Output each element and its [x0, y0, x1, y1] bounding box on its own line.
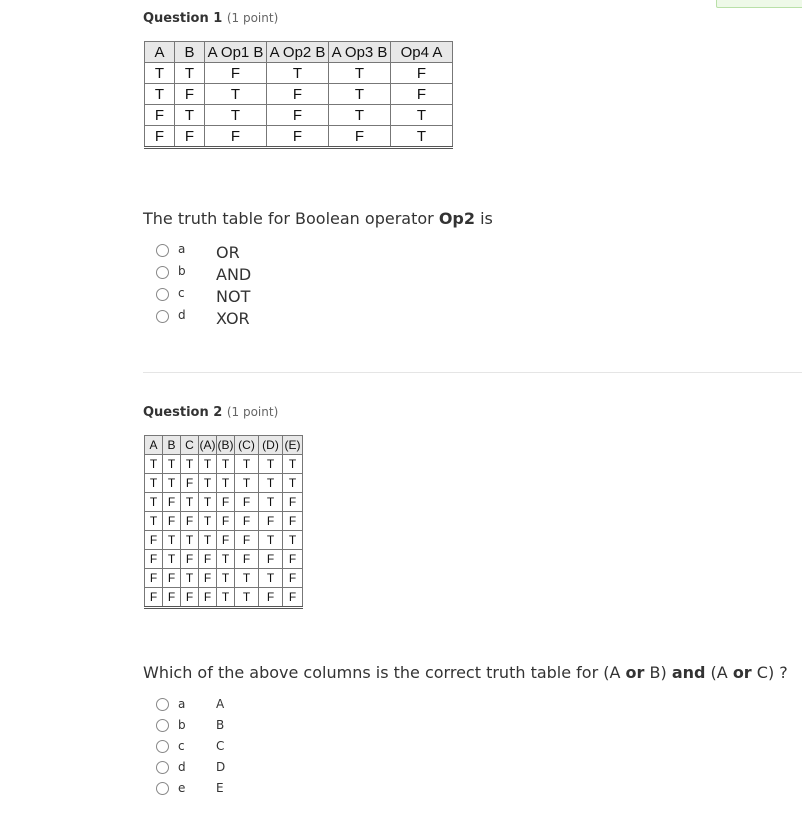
option-letter: a	[178, 697, 186, 711]
option-letter: d	[178, 760, 186, 774]
table-cell: T	[259, 531, 283, 550]
question-2-points: (1 point)	[226, 405, 279, 419]
table-cell: T	[259, 455, 283, 474]
table-cell: F	[259, 550, 283, 569]
table-header-cell: (C)	[235, 436, 259, 455]
table-cell: F	[181, 550, 199, 569]
table-cell: T	[145, 493, 163, 512]
table-row	[145, 84, 453, 105]
table-header-cell: C	[181, 436, 199, 455]
table-header-cell: A Op3 B	[329, 42, 391, 63]
table-row	[145, 63, 453, 84]
question-1-label: Question 1	[143, 11, 223, 26]
table-cell: F	[163, 493, 181, 512]
option-text: A	[216, 697, 225, 711]
table-header-cell: A Op2 B	[267, 42, 329, 63]
table-cell: T	[217, 588, 235, 608]
table-cell: T	[199, 531, 217, 550]
table-cell: F	[235, 493, 259, 512]
option-text: B	[216, 718, 225, 732]
table-header-row	[145, 436, 303, 455]
question-1-points: (1 point)	[226, 11, 279, 25]
table-cell: T	[217, 569, 235, 588]
radio-button[interactable]	[156, 740, 169, 753]
table-cell: T	[181, 569, 199, 588]
table-cell: F	[199, 569, 217, 588]
table-row	[145, 455, 303, 474]
table-cell: F	[235, 512, 259, 531]
table-row	[145, 588, 303, 608]
table-header-cell: A	[145, 42, 175, 63]
radio-button[interactable]	[156, 288, 169, 301]
table-cell: F	[181, 512, 199, 531]
question-2-truth-table	[144, 435, 303, 609]
table-cell: F	[163, 512, 181, 531]
table-cell: F	[217, 512, 235, 531]
table-cell: T	[145, 474, 163, 493]
table-cell: T	[259, 569, 283, 588]
question-2-option-e[interactable]	[156, 778, 224, 798]
prompt-text: is	[475, 209, 493, 228]
table-cell: T	[181, 455, 199, 474]
table-header-cell: (D)	[259, 436, 283, 455]
table-cell: T	[205, 105, 267, 126]
table-cell: F	[145, 126, 175, 148]
table-cell: T	[235, 569, 259, 588]
question-2-title	[143, 405, 278, 420]
option-text: C	[216, 739, 225, 753]
prompt-bold-text: or	[625, 663, 645, 682]
question-2-label: Question 2	[143, 405, 223, 420]
table-cell: T	[391, 105, 453, 126]
table-cell: F	[205, 126, 267, 148]
option-text: AND	[216, 265, 252, 284]
prompt-text: Which of the above columns is the correct truth table for (A	[143, 663, 626, 682]
question-1-prompt	[143, 209, 493, 228]
table-cell: T	[217, 550, 235, 569]
table-cell: T	[199, 474, 217, 493]
radio-button[interactable]	[156, 782, 169, 795]
table-cell: F	[181, 588, 199, 608]
table-row	[145, 550, 303, 569]
radio-button[interactable]	[156, 266, 169, 279]
table-cell: F	[145, 105, 175, 126]
table-cell: F	[267, 84, 329, 105]
table-cell: T	[181, 531, 199, 550]
question-1-title	[143, 11, 278, 26]
table-header-cell: (A)	[199, 436, 217, 455]
prompt-text: C) ?	[751, 663, 788, 682]
table-header-cell: A	[145, 436, 163, 455]
option-letter: b	[178, 264, 186, 278]
question-2-option-d[interactable]	[156, 757, 226, 777]
table-cell: F	[175, 126, 205, 148]
radio-button[interactable]	[156, 244, 169, 257]
table-cell: F	[391, 84, 453, 105]
option-letter: a	[178, 242, 186, 256]
table-row	[145, 474, 303, 493]
table-cell: T	[175, 105, 205, 126]
table-cell: F	[175, 84, 205, 105]
option-text: XOR	[216, 309, 250, 328]
prompt-text: The truth table for Boolean operator	[143, 209, 439, 228]
prompt-bold-text: Op2	[438, 209, 475, 228]
option-letter: c	[178, 739, 185, 753]
table-cell: T	[163, 550, 181, 569]
table-cell: F	[181, 474, 199, 493]
table-cell: T	[283, 474, 303, 493]
table-row	[145, 531, 303, 550]
table-cell: T	[205, 84, 267, 105]
table-cell: F	[235, 550, 259, 569]
question-2-option-c[interactable]	[156, 736, 225, 756]
question-2-option-a[interactable]	[156, 694, 225, 714]
table-cell: F	[145, 588, 163, 608]
question-1-option-c[interactable]	[156, 284, 251, 306]
table-cell: T	[163, 455, 181, 474]
table-header-cell: A Op1 B	[205, 42, 267, 63]
question-1-option-a[interactable]	[156, 240, 240, 262]
prompt-text: B)	[644, 663, 672, 682]
prompt-bold-text: or	[732, 663, 752, 682]
table-header-cell: B	[163, 436, 181, 455]
table-cell: F	[267, 126, 329, 148]
table-header-cell: Op4 A	[391, 42, 453, 63]
option-text: E	[216, 781, 224, 795]
option-text: OR	[216, 243, 240, 262]
table-cell: T	[217, 455, 235, 474]
table-cell: F	[391, 63, 453, 84]
table-cell: F	[199, 588, 217, 608]
table-cell: F	[283, 569, 303, 588]
table-row	[145, 569, 303, 588]
table-cell: F	[145, 531, 163, 550]
option-letter: b	[178, 718, 186, 732]
question-1-option-d[interactable]	[156, 306, 250, 328]
table-cell: T	[145, 63, 175, 84]
table-row	[145, 105, 453, 126]
table-cell: F	[329, 126, 391, 148]
table-cell: T	[145, 512, 163, 531]
table-cell: T	[329, 105, 391, 126]
table-cell: T	[163, 531, 181, 550]
table-row	[145, 493, 303, 512]
table-cell: F	[267, 105, 329, 126]
table-cell: T	[175, 63, 205, 84]
table-cell: F	[283, 550, 303, 569]
table-cell: T	[145, 455, 163, 474]
table-cell: F	[199, 550, 217, 569]
table-cell: T	[199, 512, 217, 531]
table-cell: T	[259, 493, 283, 512]
option-letter: e	[178, 781, 186, 795]
table-cell: T	[283, 455, 303, 474]
table-cell: F	[145, 569, 163, 588]
option-text: NOT	[216, 287, 251, 306]
table-cell: T	[181, 493, 199, 512]
table-header-cell: B	[175, 42, 205, 63]
option-text: D	[216, 760, 226, 774]
table-cell: T	[235, 588, 259, 608]
table-cell: F	[259, 588, 283, 608]
table-cell: T	[259, 474, 283, 493]
table-cell: F	[283, 588, 303, 608]
table-cell: T	[199, 455, 217, 474]
radio-button[interactable]	[156, 761, 169, 774]
radio-button[interactable]	[156, 719, 169, 732]
table-cell: F	[283, 493, 303, 512]
option-letter: d	[178, 308, 186, 322]
radio-button[interactable]	[156, 698, 169, 711]
table-cell: F	[163, 588, 181, 608]
table-cell: T	[145, 84, 175, 105]
radio-button[interactable]	[156, 310, 169, 323]
table-cell: F	[145, 550, 163, 569]
table-header-row	[145, 42, 453, 63]
status-indicator-box	[716, 0, 802, 8]
prompt-bold-text: and	[671, 663, 706, 682]
table-row	[145, 512, 303, 531]
table-cell: T	[283, 531, 303, 550]
table-cell: T	[163, 474, 181, 493]
question-divider	[143, 372, 802, 373]
table-cell: T	[329, 63, 391, 84]
table-cell: F	[235, 531, 259, 550]
table-cell: T	[199, 493, 217, 512]
table-cell: F	[217, 531, 235, 550]
table-cell: F	[205, 63, 267, 84]
table-cell: T	[391, 126, 453, 148]
table-cell: T	[267, 63, 329, 84]
table-cell: T	[329, 84, 391, 105]
table-row	[145, 126, 453, 148]
question-1-option-b[interactable]	[156, 262, 252, 284]
table-cell: T	[235, 455, 259, 474]
table-cell: T	[235, 474, 259, 493]
table-cell: T	[217, 474, 235, 493]
question-1-truth-table	[144, 41, 453, 149]
table-cell: F	[259, 512, 283, 531]
table-cell: F	[283, 512, 303, 531]
table-header-cell: (E)	[283, 436, 303, 455]
table-header-cell: (B)	[217, 436, 235, 455]
question-2-prompt	[143, 663, 788, 682]
table-cell: F	[163, 569, 181, 588]
option-letter: c	[178, 286, 185, 300]
question-2-option-b[interactable]	[156, 715, 225, 735]
prompt-text: (A	[705, 663, 733, 682]
table-cell: F	[217, 493, 235, 512]
